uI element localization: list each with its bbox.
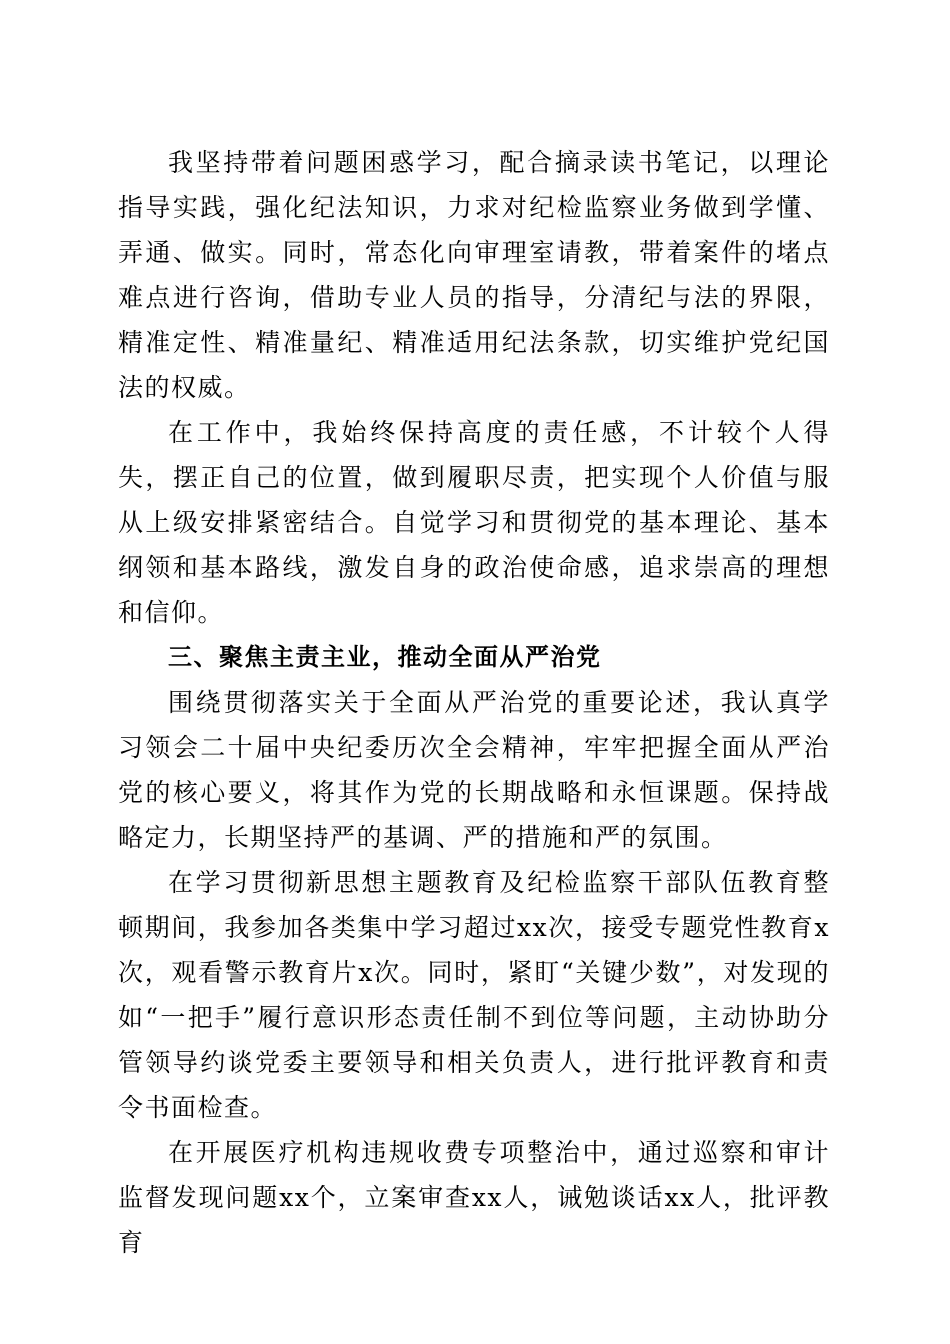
paragraph-study-practice: 我坚持带着问题困惑学习，配合摘录读书笔记，以理论指导实践，强化纪法知识，力求对纪检监察业务做到学懂、弄通、做实。同时，常态化向审理室请教，带着案件的堵点难点进行咨询，借助专业人员的指导，分清纪与法的界限，精准定性、精准量纪、精准适用纪法条款，切实维护党纪国法的权威。 — [118, 148, 830, 402]
document-body — [118, 140, 830, 1265]
paragraph-education-rectification: 在学习贯彻新思想主题教育及纪检监察干部队伍教育整顿期间，我参加各类集中学习超过xx次，接受专题党性教育x次，观看警示教育片x次。同时，紧盯“关键少数”，对发现的如“一把手”履行意识形态责任制不到位等问题，主动协助分管领导约谈党委主要领导和相关负责人，进行批评教育和责令书面检查。 — [118, 868, 830, 1122]
section-heading: 三、聚焦主责主业，推动全面从严治党 — [168, 643, 602, 671]
paragraph-responsibility: 在工作中，我始终保持高度的责任感，不计较个人得失，摆正自己的位置，做到履职尽责，把实现个人价值与服从上级安排紧密结合。自觉学习和贯彻党的基本理论、基本纲领和基本路线，激发自身的政治使命感，追求崇高的理想和信仰。 — [118, 418, 830, 627]
paragraph-medical-rectification: 在开展医疗机构违规收费专项整治中，通过巡察和审计监督发现问题xx个，立案审查xx人，诫勉谈话xx人，批评教育 — [118, 1138, 830, 1257]
paragraph-party-governance: 围绕贯彻落实关于全面从严治党的重要论述，我认真学习领会二十届中央纪委历次全会精神，牢牢把握全面从严治党的核心要义，将其作为党的长期战略和永恒课题。保持战略定力，长期坚持严的基调、严的措施和严的氛围。 — [118, 688, 830, 852]
